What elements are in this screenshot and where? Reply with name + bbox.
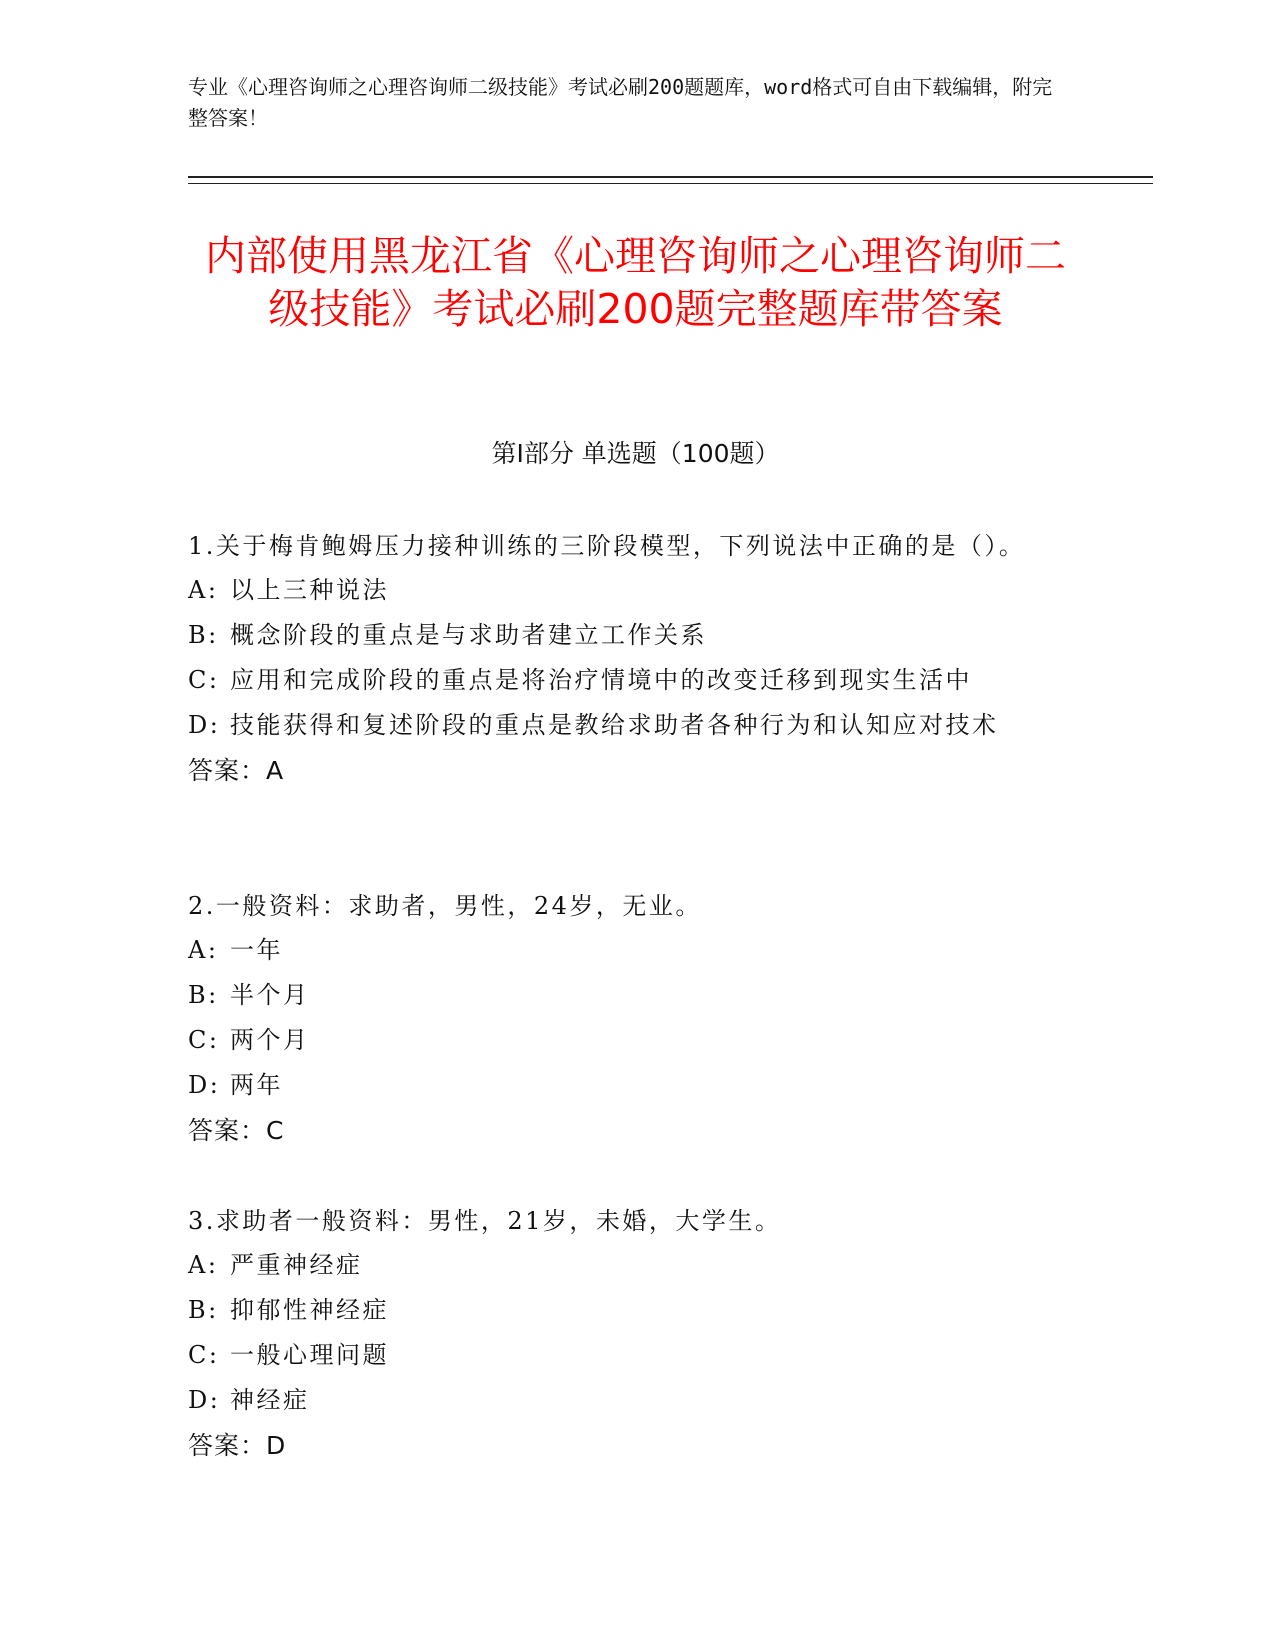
option-c: [188, 1333, 1068, 1378]
option-c: [188, 1018, 1068, 1063]
option-letter: D:: [188, 711, 221, 739]
document-title: 内部使用黑龙江省《心理咨询师之心理咨询师二级技能》考试必刷200题完整题库带答案: [205, 232, 1066, 333]
question-stem: 3.求助者一般资料：男性，21岁，未婚，大学生。: [188, 1207, 782, 1235]
option-text: 神经症: [230, 1386, 310, 1414]
option-a: [188, 1243, 1068, 1288]
option-a: [188, 568, 1068, 613]
answer-line: 答案：D: [188, 1431, 287, 1460]
option-b: [188, 1288, 1068, 1333]
option-text: 严重神经症: [230, 1251, 363, 1279]
option-text: 一年: [230, 936, 283, 964]
option-text: 两年: [230, 1071, 283, 1099]
option-b: [188, 613, 1068, 658]
option-letter: B:: [188, 1296, 219, 1324]
option-d: [188, 1378, 1068, 1423]
option-letter: D:: [188, 1386, 221, 1414]
option-text: 抑郁性神经症: [230, 1296, 389, 1324]
section-title: 第I部分 单选题（100题）: [491, 439, 780, 468]
question-3: [188, 1199, 1068, 1469]
question-1: [188, 524, 1068, 794]
question-stem: 2.一般资料：求助者，男性，24岁，无业。: [188, 892, 702, 920]
question-stem: 1.关于梅肯鲍姆压力接种训练的三阶段模型，下列说法中正确的是（）。: [188, 532, 1026, 560]
option-text: 一般心理问题: [230, 1341, 389, 1369]
option-letter: A:: [188, 1251, 219, 1279]
header-rule-thick: [188, 176, 1153, 178]
answer-line: 答案：A: [188, 756, 285, 785]
option-letter: D:: [188, 1071, 221, 1099]
option-d: [188, 1063, 1068, 1108]
option-letter: C:: [188, 1341, 220, 1369]
option-text: 概念阶段的重点是与求助者建立工作关系: [230, 621, 707, 649]
option-text: 两个月: [230, 1026, 310, 1054]
option-text: 技能获得和复述阶段的重点是教给求助者各种行为和认知应对技术: [230, 711, 999, 739]
answer-line: 答案：C: [188, 1116, 285, 1145]
option-text: 以上三种说法: [230, 576, 389, 604]
header-note: 专业《心理咨询师之心理咨询师二级技能》考试必刷200题题库，word格式可自由下载编辑，附完整答案！: [188, 75, 1053, 130]
option-a: [188, 928, 1068, 973]
option-d: [188, 703, 1068, 748]
option-text: 应用和完成阶段的重点是将治疗情境中的改变迁移到现实生活中: [230, 666, 972, 694]
option-b: [188, 973, 1068, 1018]
header-rule-thin: [188, 183, 1153, 184]
option-letter: A:: [188, 936, 219, 964]
option-c: [188, 658, 1068, 703]
option-letter: A:: [188, 576, 219, 604]
question-2: [188, 884, 1068, 1154]
option-text: 半个月: [230, 981, 310, 1009]
option-letter: B:: [188, 621, 219, 649]
option-letter: C:: [188, 666, 220, 694]
option-letter: C:: [188, 1026, 220, 1054]
option-letter: B:: [188, 981, 219, 1009]
